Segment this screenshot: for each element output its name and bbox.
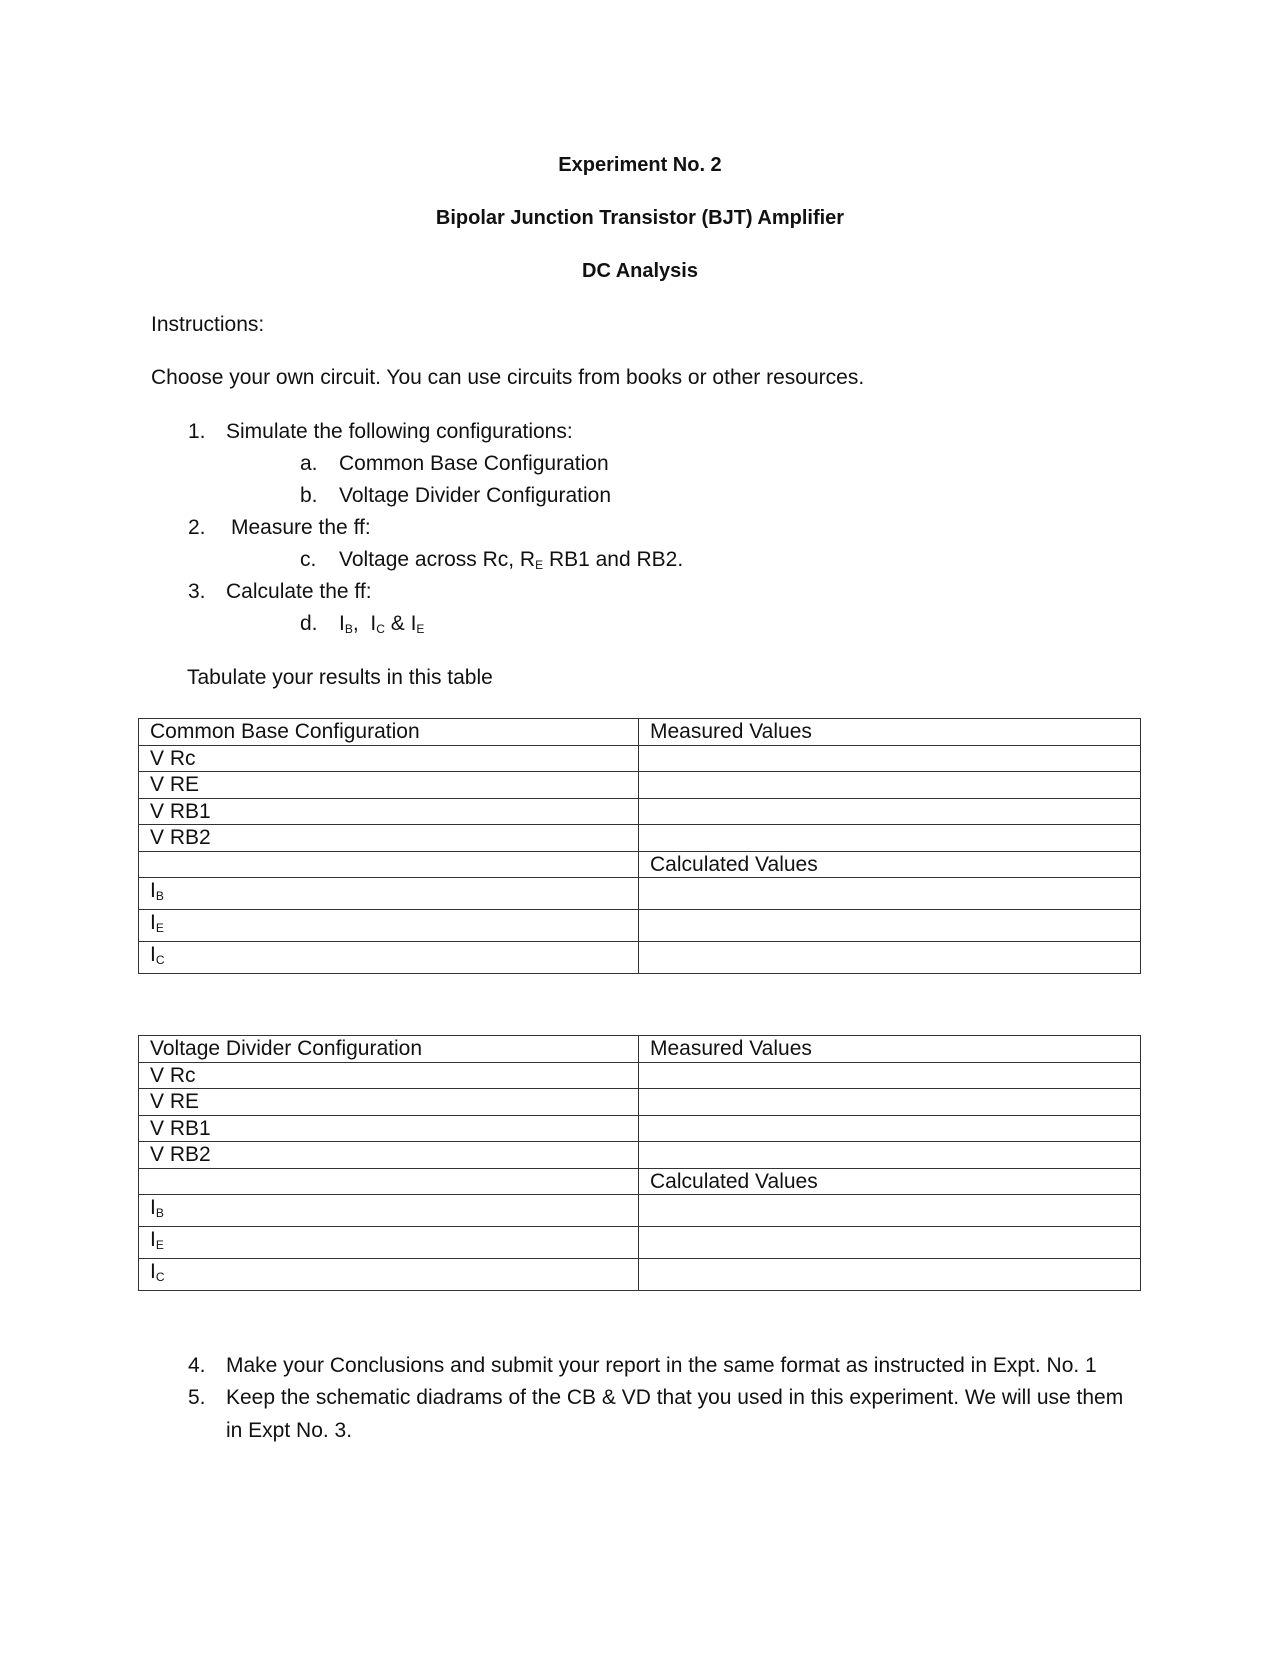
table-row <box>139 745 1141 772</box>
table-row <box>139 825 1141 852</box>
document-title: Bipolar Junction Transistor (BJT) Amplifier <box>435 207 845 229</box>
step-4-number: 4. <box>188 1354 206 1377</box>
table-row <box>139 942 1141 974</box>
vd-value-cell[interactable] <box>639 1227 1141 1259</box>
step-5-text-line1: Keep the schematic diadrams of the CB & VD that you used in this experiment. We will use them <box>226 1386 1124 1409</box>
experiment-number: Experiment No. 2 <box>558 154 722 176</box>
vd-value-cell[interactable] <box>639 1142 1141 1169</box>
cb-value-cell[interactable] <box>639 772 1141 799</box>
vd-row-label: V Rc <box>139 1062 639 1089</box>
table-row <box>139 1062 1141 1089</box>
table-row <box>139 1036 1141 1063</box>
cb-value-cell[interactable] <box>639 878 1141 910</box>
step-2c-letter: c. <box>300 548 317 571</box>
cb-value-cell[interactable] <box>639 910 1141 942</box>
step-1-number: 1. <box>188 420 206 443</box>
instructions-label: Instructions: <box>151 313 265 336</box>
cb-row-label: V RE <box>139 772 639 799</box>
table-row <box>139 1227 1141 1259</box>
step-1b-text: Voltage Divider Configuration <box>339 484 611 507</box>
step-1a-text: Common Base Configuration <box>339 452 609 475</box>
cb-calculated-header: Calculated Values <box>639 851 1141 878</box>
vd-value-cell[interactable] <box>639 1195 1141 1227</box>
intro-paragraph: Choose your own circuit. You can use circuits from books or other resources. <box>151 366 865 389</box>
cb-row-label: V RB2 <box>139 825 639 852</box>
table-row <box>139 1115 1141 1142</box>
step-3-number: 3. <box>188 580 206 603</box>
vd-calculated-header: Calculated Values <box>639 1168 1141 1195</box>
cb-value-cell[interactable] <box>639 825 1141 852</box>
vd-row-label-ib: $I_B$ <box>139 1195 639 1227</box>
step-5-text-line2: in Expt No. 3. <box>226 1419 353 1442</box>
voltage-divider-table <box>138 1035 1141 1291</box>
cb-header-cell: Common Base Configuration <box>139 719 639 746</box>
table-row <box>139 798 1141 825</box>
vd-row-label-ic: $I_C$ <box>139 1259 639 1291</box>
vd-value-cell[interactable] <box>639 1062 1141 1089</box>
vd-value-cell[interactable] <box>639 1259 1141 1291</box>
table-row <box>139 1168 1141 1195</box>
cb-measured-header: Measured Values <box>639 719 1141 746</box>
step-2c-text: Voltage across Rc, $R_E$ RB1 and RB2. <box>339 548 684 572</box>
cb-value-cell[interactable] <box>639 798 1141 825</box>
cb-row-label: V Rc <box>139 745 639 772</box>
table-row <box>139 910 1141 942</box>
step-2-number: 2. <box>188 516 206 539</box>
cb-row-label-ib: $I_B$ <box>139 878 639 910</box>
table-row <box>139 878 1141 910</box>
step-1-text: Simulate the following configurations: <box>226 420 573 443</box>
tabulate-instruction: Tabulate your results in this table <box>187 666 493 689</box>
vd-empty-cell <box>139 1168 639 1195</box>
cb-row-label-ie: $I_E$ <box>139 910 639 942</box>
vd-row-label: V RB2 <box>139 1142 639 1169</box>
step-1b-letter: b. <box>300 484 318 507</box>
vd-value-cell[interactable] <box>639 1089 1141 1116</box>
document-subtitle: DC Analysis <box>582 260 698 282</box>
cb-value-cell[interactable] <box>639 942 1141 974</box>
cb-empty-cell <box>139 851 639 878</box>
vd-header-cell: Voltage Divider Configuration <box>139 1036 639 1063</box>
cb-row-label: V RB1 <box>139 798 639 825</box>
table-row <box>139 1142 1141 1169</box>
vd-row-label: V RB1 <box>139 1115 639 1142</box>
table-row <box>139 1259 1141 1291</box>
table-row <box>139 719 1141 746</box>
vd-row-label: V RE <box>139 1089 639 1116</box>
step-3-text: Calculate the ff: <box>226 580 372 603</box>
step-2-text: Measure the ff: <box>231 516 371 539</box>
vd-row-label-ie: $I_E$ <box>139 1227 639 1259</box>
table-row <box>139 1195 1141 1227</box>
vd-value-cell[interactable] <box>639 1115 1141 1142</box>
step-3d-text: $I_B$, $I_C$ & $I_E$ <box>339 612 425 636</box>
step-3d-letter: d. <box>300 612 318 635</box>
cb-row-label-ic: $I_C$ <box>139 942 639 974</box>
step-4-text: Make your Conclusions and submit your report in the same format as instructed in Expt. No. 1 <box>226 1354 1097 1377</box>
cb-value-cell[interactable] <box>639 745 1141 772</box>
step-1a-letter: a. <box>300 452 318 475</box>
table-row <box>139 772 1141 799</box>
vd-measured-header: Measured Values <box>639 1036 1141 1063</box>
table-row <box>139 1089 1141 1116</box>
table-row <box>139 851 1141 878</box>
step-5-number: 5. <box>188 1386 206 1409</box>
common-base-table <box>138 718 1141 974</box>
